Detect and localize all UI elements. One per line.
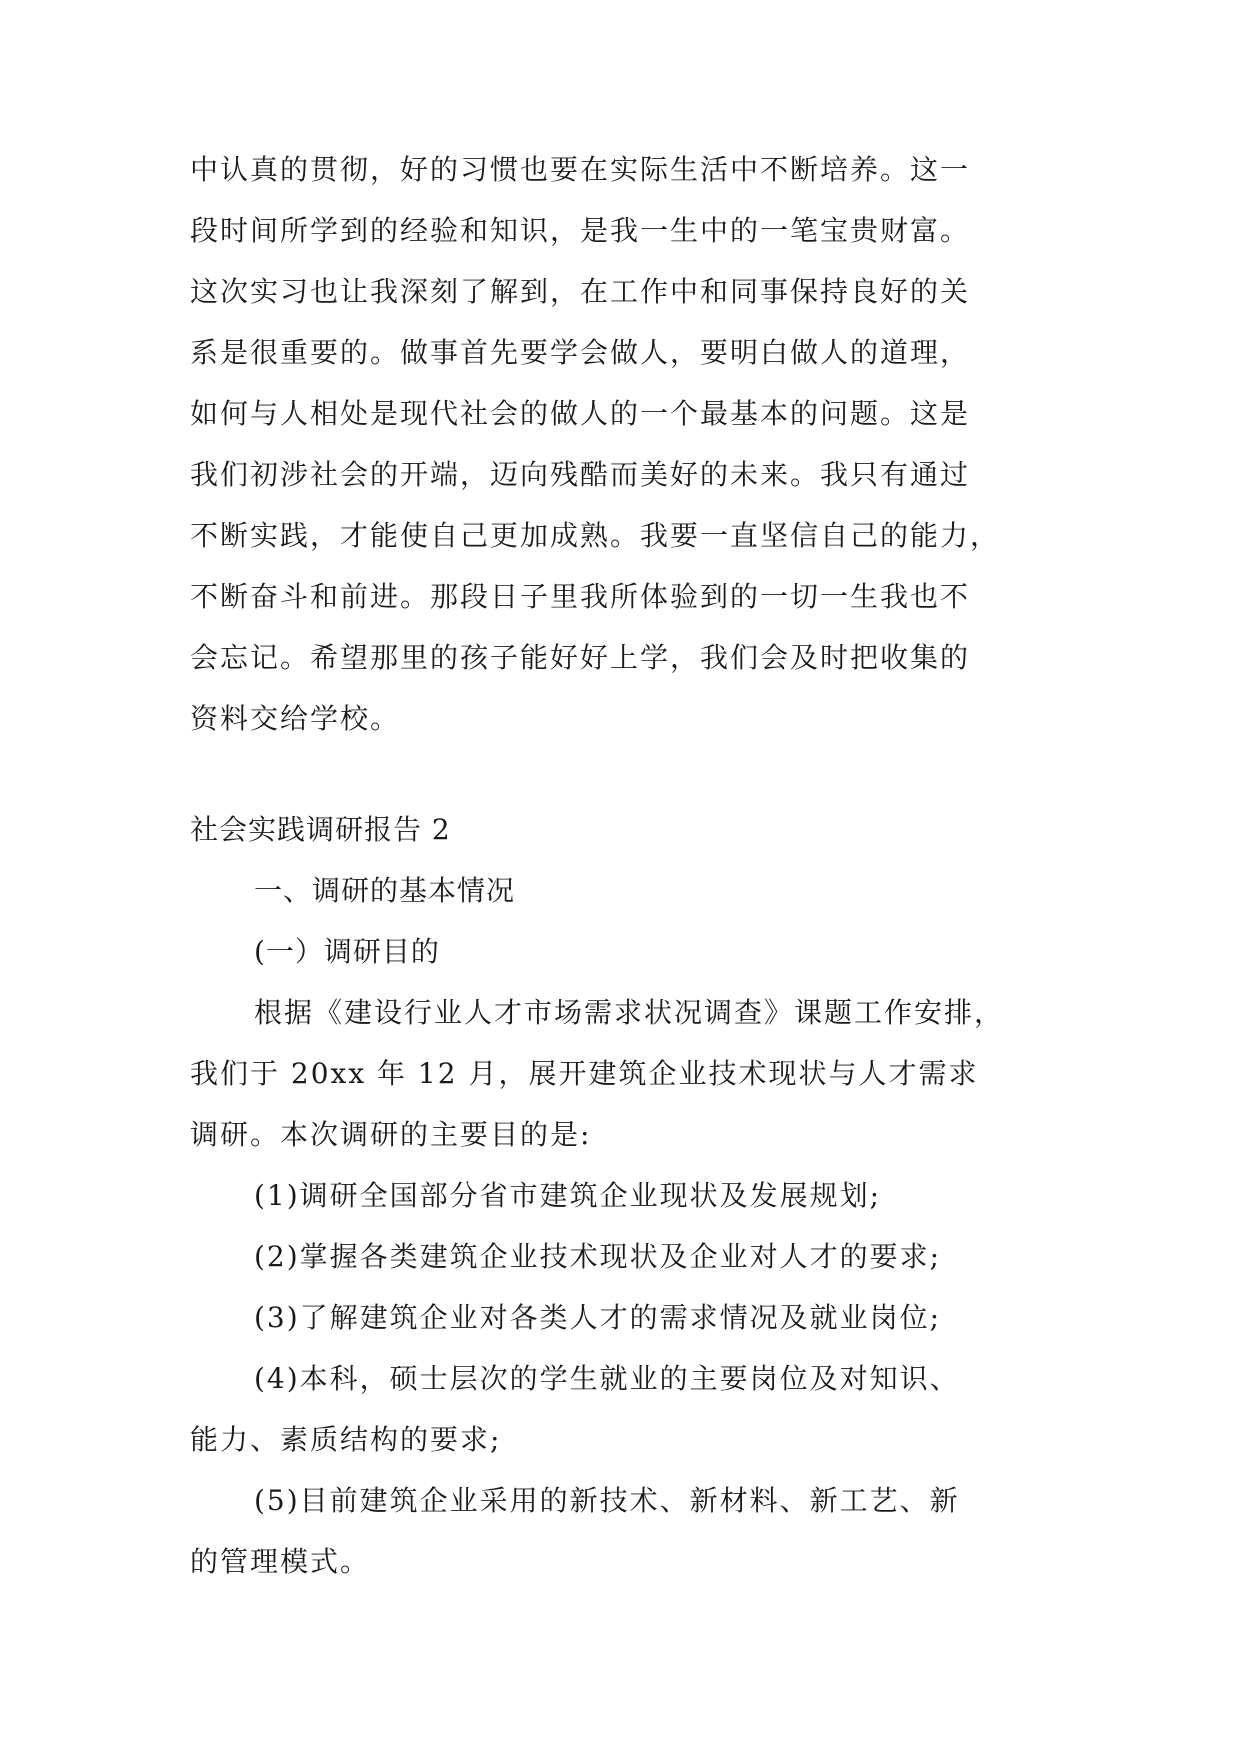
list-item-continuation: 的管理模式。 — [190, 1545, 371, 1578]
paragraph-line: 如何与人相处是现代社会的做人的一个最基本的问题。这是 — [190, 397, 971, 430]
list-item: (5)目前建筑企业采用的新技术、新材料、新工艺、新 — [254, 1484, 960, 1517]
paragraph-line: 我们初涉社会的开端，迈向残酷而美好的未来。我只有通过 — [190, 458, 971, 491]
list-item: (3)了解建筑企业对各类人才的需求情况及就业岗位; — [254, 1301, 942, 1334]
section-heading: 一、调研的基本情况 — [254, 874, 516, 907]
paragraph-line: 这次实习也让我深刻了解到，在工作中和同事保持良好的关 — [190, 275, 971, 308]
list-item: (2)掌握各类建筑企业技术现状及企业对人才的要求; — [254, 1240, 942, 1273]
subsection-heading: (一）调研目的 — [254, 935, 440, 968]
list-item: (1)调研全国部分省市建筑企业现状及发展规划; — [254, 1179, 882, 1212]
paragraph-line: 系是很重要的。做事首先要学会做人，要明白做人的道理， — [190, 336, 971, 369]
paragraph-line: 会忘记。希望那里的孩子能好好上学，我们会及时把收集的 — [190, 641, 971, 674]
paragraph-line: 不断奋斗和前进。那段日子里我所体验到的一切一生我也不 — [190, 580, 971, 613]
paragraph-line: 根据《建设行业人才市场需求状况调查》课题工作安排， — [254, 996, 1005, 1029]
paragraph-line: 中认真的贯彻，好的习惯也要在实际生活中不断培养。这一 — [190, 153, 971, 186]
paragraph-line: 调研。本次调研的主要目的是: — [190, 1118, 592, 1151]
paragraph-line: 不断实践，才能使自己更加成熟。我要一直坚信自己的能力， — [190, 519, 1001, 552]
list-item-continuation: 能力、素质结构的要求; — [190, 1423, 502, 1456]
paragraph-line: 我们于 20xx 年 12 月，展开建筑企业技术现状与人才需求 — [190, 1057, 979, 1090]
list-item: (4)本科，硕士层次的学生就业的主要岗位及对知识、 — [254, 1362, 960, 1395]
paragraph-line: 资料交给学校。 — [190, 702, 401, 735]
report-title: 社会实践调研报告 2 — [190, 813, 451, 846]
paragraph-line: 段时间所学到的经验和知识，是我一生中的一笔宝贵财富。 — [190, 214, 971, 247]
